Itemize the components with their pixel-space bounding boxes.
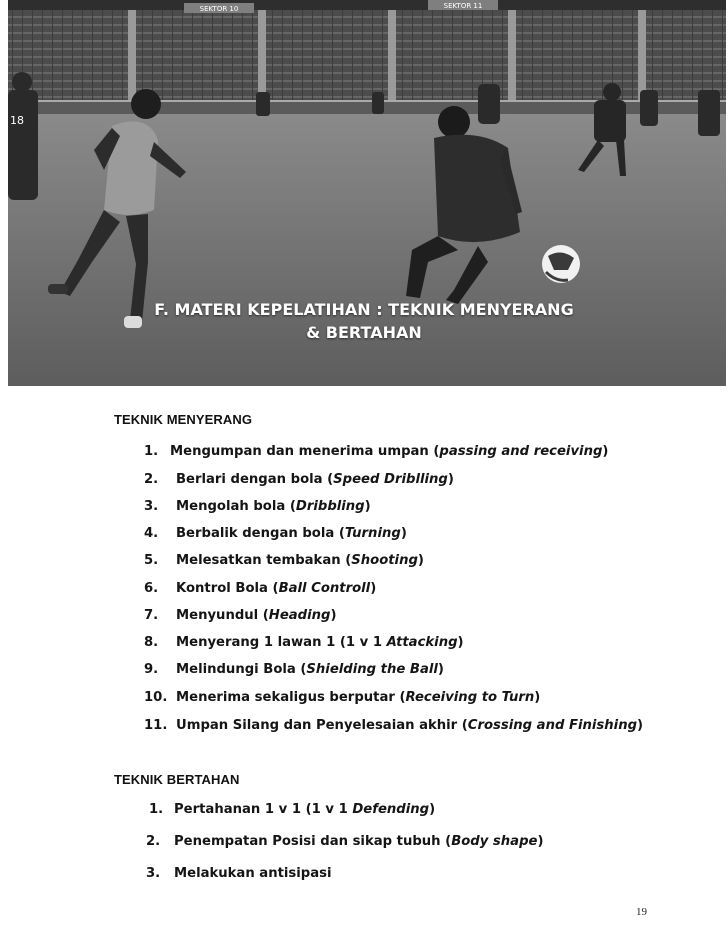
item-number: 10. [144, 690, 168, 705]
item-number: 4. [144, 526, 159, 541]
section-title-attack: TEKNIK MENYERANG [114, 412, 253, 427]
item-number: 5. [144, 553, 159, 568]
sector-sign-right-text: SEKTOR 11 [443, 2, 483, 10]
item-number: 11. [144, 718, 168, 733]
item-number: 1. [144, 444, 159, 459]
chapter-title-line-2: & BERTAHAN [306, 323, 422, 342]
chapter-title-line-1: F. MATERI KEPELATIHAN : TEKNIK MENYERANG [154, 300, 574, 319]
item-number: 2. [146, 834, 161, 849]
section-title-defense: TEKNIK BERTAHAN [114, 772, 240, 787]
attack-technique-list: 1. Mengumpan dan menerima umpan (passing and receiving) 2. Berlari dengan bola (Speed Driblling) 3. Mengolah bola (Dribbling) 4. Berbalik dengan bola (Turning) 5. Melesatkan tembakan (Shooting) 6. Kontrol Bola (Ball Controll) 7. Menyundul (Heading) 8. Menyerang 1 lawan 1 (1 v 1 Attacking) 9. Melindungi Bola (Shielding the Ball) 10. Menerima sekaligus berputar (Receiving to Turn) 11. Umpan Silang dan Penyelesaian akhir (Crossing and Finishing) [144, 444, 644, 733]
item-number: 7. [144, 608, 159, 623]
item-number: 8. [144, 635, 159, 650]
item-number: 9. [144, 662, 159, 677]
item-number: 1. [149, 802, 164, 817]
item-number: 6. [144, 581, 159, 596]
item-number: 2. [144, 472, 159, 487]
jersey-number: 18 [10, 114, 24, 127]
sector-sign-left-text: SEKTOR 10 [199, 5, 239, 13]
page-number: 19 [636, 906, 647, 918]
item-number: 3. [144, 499, 159, 514]
item-number: 3. [146, 866, 161, 881]
defense-technique-list: 1. Pertahanan 1 v 1 (1 v 1 Defending) 2. Penempatan Posisi dan sikap tubuh (Body shape) 3. Melakukan antisipasi [146, 802, 544, 881]
